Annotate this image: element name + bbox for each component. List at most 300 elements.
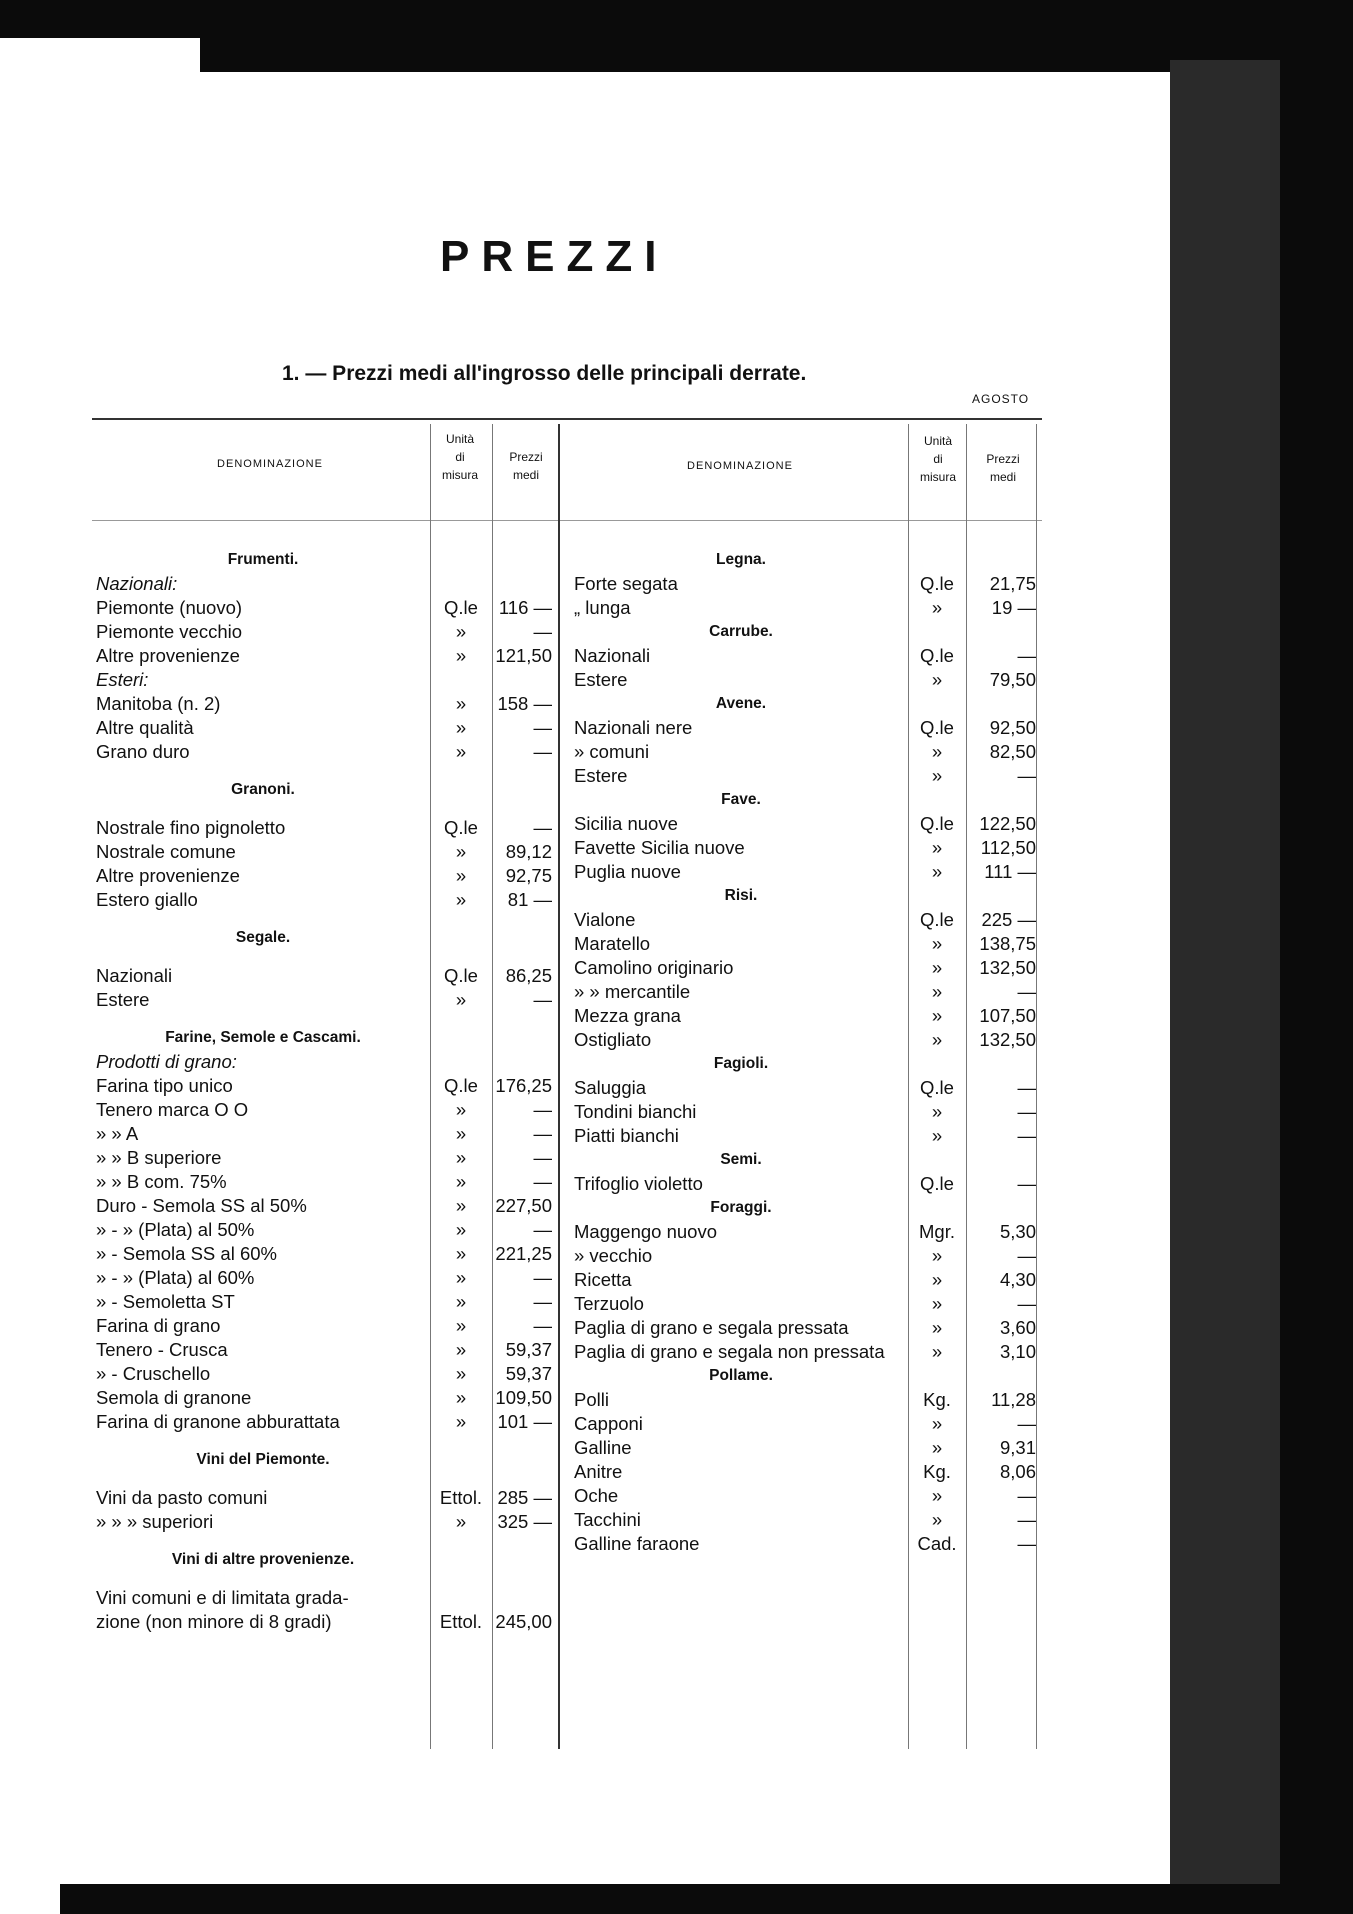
item-name: Piemonte (nuovo) <box>96 597 243 618</box>
unit-cell: » <box>931 837 943 858</box>
item-name: Farina di grano <box>96 1315 221 1336</box>
table-row <box>96 840 558 864</box>
unit-cell: » <box>931 1029 943 1050</box>
item-name: Saluggia <box>574 1077 647 1098</box>
table-row <box>96 644 558 668</box>
section-heading: Fave. <box>721 791 761 808</box>
price-cell: — <box>1017 765 1036 786</box>
price-cell: 86,25 <box>505 965 552 986</box>
row-spacer <box>96 802 558 816</box>
item-name: Altre qualità <box>96 717 194 738</box>
table-row <box>96 1290 558 1314</box>
price-cell: — <box>533 817 552 838</box>
row-spacer <box>96 1534 558 1548</box>
table-row <box>96 1218 558 1242</box>
right-column <box>574 548 1042 1556</box>
price-cell: — <box>1017 981 1036 1002</box>
table-row <box>574 740 1042 764</box>
section-heading: Segale. <box>235 929 291 946</box>
table-row <box>96 716 558 740</box>
item-name: Maggengo nuovo <box>574 1221 717 1242</box>
unit-cell: Q.le <box>920 573 954 594</box>
table-row <box>96 1170 558 1194</box>
price-cell: 225 — <box>981 909 1036 930</box>
unit-cell: » <box>931 1101 943 1122</box>
unit-cell: » <box>455 717 467 738</box>
table-row <box>96 1610 558 1634</box>
unit-cell: » <box>455 1171 467 1192</box>
table-row <box>574 1340 1042 1364</box>
table-row <box>574 956 1042 980</box>
item-name: Nazionali <box>96 965 173 986</box>
header-unit-line: misura <box>441 468 478 482</box>
item-name: Paglia di grano e segala pressata <box>574 1317 849 1338</box>
table-row <box>96 1146 558 1170</box>
unit-cell: » <box>455 1363 467 1384</box>
item-name: » » B superiore <box>96 1147 222 1168</box>
unit-cell: » <box>931 981 943 1002</box>
unit-cell: Kg. <box>923 1389 951 1410</box>
unit-cell: Cad. <box>917 1533 957 1554</box>
price-cell: — <box>1017 1293 1036 1314</box>
item-name: Capponi <box>574 1413 643 1434</box>
price-cell: 89,12 <box>505 841 552 862</box>
price-cell: 176,25 <box>495 1075 552 1096</box>
item-name: Terzuolo <box>574 1293 644 1314</box>
item-name: Galline faraone <box>574 1533 700 1554</box>
price-cell: 4,30 <box>999 1269 1036 1290</box>
row-spacer <box>96 1472 558 1486</box>
header-unit-right <box>908 432 968 486</box>
unit-cell: Q.le <box>920 717 954 738</box>
table-row <box>574 1004 1042 1028</box>
price-cell: — <box>1017 1485 1036 1506</box>
header-bottom-rule <box>92 520 1042 521</box>
scan-border-right-inner <box>1170 60 1280 1890</box>
unit-cell: Q.le <box>920 813 954 834</box>
item-name: Vialone <box>574 909 636 930</box>
price-cell: 81 — <box>507 889 552 910</box>
table-row <box>96 1074 558 1098</box>
unit-cell: » <box>931 1125 943 1146</box>
unit-cell: » <box>455 1387 467 1408</box>
unit-cell: » <box>931 765 943 786</box>
item-name: Trifoglio violetto <box>574 1173 703 1194</box>
section-heading: Fagioli. <box>713 1055 769 1072</box>
table-row <box>574 1436 1042 1460</box>
price-cell: 116 — <box>498 597 552 618</box>
unit-cell: Mgr. <box>919 1221 955 1242</box>
month-label: AGOSTO <box>972 392 1030 406</box>
table-caption: 1. — Prezzi medi all'ingrosso delle principali derrate. <box>282 362 807 385</box>
table-row <box>574 1388 1042 1412</box>
item-name: Altre provenienze <box>96 645 240 666</box>
section-heading: Pollame. <box>709 1367 773 1384</box>
table-row <box>574 860 1042 884</box>
item-name: » comuni <box>574 741 650 762</box>
price-cell: — <box>1017 1077 1036 1098</box>
unit-cell: » <box>931 597 943 618</box>
price-cell: 59,37 <box>505 1339 552 1360</box>
row-spacer <box>96 912 558 926</box>
unit-cell: » <box>455 1123 467 1144</box>
table-row <box>574 596 1042 620</box>
table-row <box>574 1244 1042 1268</box>
price-cell: — <box>533 717 552 738</box>
table-row <box>96 1362 558 1386</box>
table-row <box>96 692 558 716</box>
table-row <box>96 620 558 644</box>
unit-cell: » <box>931 741 943 762</box>
table-row <box>574 1412 1042 1436</box>
table-row <box>574 1316 1042 1340</box>
price-cell: 9,31 <box>999 1437 1036 1458</box>
item-name: Sicilia nuove <box>574 813 678 834</box>
price-cell: 121,50 <box>495 645 552 666</box>
table-row <box>574 716 1042 740</box>
table-row <box>574 836 1042 860</box>
price-cell: — <box>1017 1413 1036 1434</box>
price-cell: 285 — <box>497 1487 552 1508</box>
subsection-label: Nazionali: <box>96 573 178 594</box>
item-name: Vini da pasto comuni <box>96 1487 268 1508</box>
table-row <box>574 764 1042 788</box>
item-name: Favette Sicilia nuove <box>574 837 745 858</box>
price-cell: 158 — <box>497 693 552 714</box>
item-name: Semola di granone <box>96 1387 252 1408</box>
unit-cell: Q.le <box>444 597 478 618</box>
table-row <box>574 1100 1042 1124</box>
item-name: Forte segata <box>574 573 678 594</box>
unit-cell: » <box>455 1267 467 1288</box>
item-name: Duro - Semola SS al 50% <box>96 1195 307 1216</box>
item-name: Maratello <box>574 933 651 954</box>
price-cell: 21,75 <box>989 573 1036 594</box>
table-row <box>96 964 558 988</box>
item-name: Nazionali <box>574 645 651 666</box>
unit-cell: » <box>455 693 467 714</box>
item-name: Camolino originario <box>574 957 734 978</box>
row-spacer <box>96 1434 558 1448</box>
section-heading: Vini del Piemonte. <box>196 1451 330 1468</box>
row-spacer <box>96 950 558 964</box>
item-name: » - Semoletta ST <box>96 1291 235 1312</box>
table-row <box>574 812 1042 836</box>
unit-cell: » <box>455 1411 467 1432</box>
row-spacer <box>96 764 558 778</box>
item-name: Estere <box>574 765 628 786</box>
header-denominazione-left: DENOMINAZIONE <box>217 458 323 470</box>
table-row <box>574 908 1042 932</box>
unit-cell: » <box>455 841 467 862</box>
unit-cell: » <box>455 889 467 910</box>
header-unit-line: di <box>455 450 465 464</box>
table-row <box>96 1586 558 1610</box>
unit-cell: » <box>931 1269 943 1290</box>
item-name: Vini comuni e di limitata grada- <box>96 1587 349 1608</box>
item-name: Estere <box>96 989 150 1010</box>
scan-border-right <box>1278 0 1353 1914</box>
item-name: » vecchio <box>574 1245 653 1266</box>
unit-cell: Q.le <box>444 965 478 986</box>
price-cell: — <box>533 1147 552 1168</box>
item-name: Puglia nuove <box>574 861 681 882</box>
table-row <box>574 1076 1042 1100</box>
unit-cell: » <box>455 865 467 886</box>
table-row <box>574 668 1042 692</box>
price-cell: — <box>533 1315 552 1336</box>
price-cell: 11,28 <box>991 1389 1036 1410</box>
header-price-line: medi <box>512 468 539 482</box>
price-cell: 227,50 <box>495 1195 552 1216</box>
unit-cell: » <box>931 957 943 978</box>
item-name: Nostrale fino pignoletto <box>96 817 286 838</box>
price-cell: 82,50 <box>989 741 1036 762</box>
unit-cell: Q.le <box>920 1173 954 1194</box>
item-name: „ lunga <box>574 597 631 618</box>
unit-cell: » <box>455 1291 467 1312</box>
unit-cell: » <box>931 669 943 690</box>
unit-cell: » <box>931 1509 943 1530</box>
price-cell: — <box>1017 1101 1036 1122</box>
price-cell: 109,50 <box>495 1387 552 1408</box>
price-cell: 3,60 <box>999 1317 1036 1338</box>
item-name: zione (non minore di 8 gradi) <box>96 1611 332 1632</box>
table-row <box>96 1242 558 1266</box>
unit-cell: » <box>455 1219 467 1240</box>
item-name: Nazionali nere <box>574 717 693 738</box>
item-name: Farina tipo unico <box>96 1075 233 1096</box>
price-cell: — <box>533 1267 552 1288</box>
item-name: Grano duro <box>96 741 190 762</box>
header-price-left <box>494 448 558 484</box>
item-name: Ostigliato <box>574 1029 652 1050</box>
table-row <box>96 816 558 840</box>
price-cell: — <box>533 1099 552 1120</box>
table-row <box>574 1268 1042 1292</box>
item-name: » - » (Plata) al 60% <box>96 1267 255 1288</box>
table-row <box>96 596 558 620</box>
table-row <box>574 1460 1042 1484</box>
table-row <box>574 980 1042 1004</box>
item-name: Tenero - Crusca <box>96 1339 228 1360</box>
unit-cell: » <box>455 1099 467 1120</box>
unit-cell: » <box>931 1485 943 1506</box>
table-top-rule <box>92 418 1042 420</box>
table-row <box>96 1266 558 1290</box>
table-row <box>96 1098 558 1122</box>
price-cell: 132,50 <box>979 957 1036 978</box>
table-row <box>96 864 558 888</box>
price-cell: 8,06 <box>999 1461 1036 1482</box>
table-row <box>574 572 1042 596</box>
item-name: » - Semola SS al 60% <box>96 1243 277 1264</box>
table-row <box>574 932 1042 956</box>
subsection-label: Esteri: <box>96 669 149 690</box>
subsection-label: Prodotti di grano: <box>96 1051 237 1072</box>
unit-cell: » <box>931 1293 943 1314</box>
section-heading: Semi. <box>720 1151 762 1168</box>
header-unit-line: di <box>933 452 943 466</box>
price-cell: — <box>533 1219 552 1240</box>
price-cell: 19 — <box>991 597 1036 618</box>
unit-cell: Ettol. <box>439 1487 483 1508</box>
price-cell: — <box>533 1171 552 1192</box>
scan-border-bottom <box>60 1884 1353 1914</box>
item-name: Polli <box>574 1389 609 1410</box>
table-row <box>574 1532 1042 1556</box>
header-price-right <box>968 450 1038 486</box>
unit-cell: » <box>455 989 467 1010</box>
section-heading: Vini di altre provenienze. <box>171 1551 355 1568</box>
item-name: » » A <box>96 1123 139 1144</box>
header-unit-left <box>430 430 490 484</box>
price-cell: 101 — <box>497 1411 552 1432</box>
item-name: Tenero marca O O <box>96 1099 249 1120</box>
section-heading: Farine, Semole e Cascami. <box>165 1029 361 1046</box>
table-row <box>96 1386 558 1410</box>
section-heading: Foraggi. <box>710 1199 772 1216</box>
table-row <box>96 1486 558 1510</box>
price-cell: 3,10 <box>999 1341 1036 1362</box>
header-unit-line: misura <box>919 470 956 484</box>
price-cell: — <box>1017 1125 1036 1146</box>
unit-cell: Q.le <box>920 1077 954 1098</box>
unit-cell: Q.le <box>920 645 954 666</box>
price-cell: 245,00 <box>495 1611 552 1632</box>
item-name: » - Cruschello <box>96 1363 211 1384</box>
item-name: » » B com. 75% <box>96 1171 227 1192</box>
header-denominazione-right: DENOMINAZIONE <box>687 460 793 472</box>
table-row <box>574 1292 1042 1316</box>
header-price-line: Prezzi <box>986 452 1020 466</box>
item-name: Mezza grana <box>574 1005 681 1026</box>
section-heading: Legna. <box>716 551 766 568</box>
item-name: Farina di granone abburattata <box>96 1411 340 1432</box>
left-column <box>96 548 558 1634</box>
item-name: Piemonte vecchio <box>96 621 243 642</box>
unit-cell: » <box>931 1317 943 1338</box>
section-heading: Carrube. <box>709 623 773 640</box>
price-cell: — <box>1017 1533 1036 1554</box>
price-cell: 221,25 <box>495 1243 552 1264</box>
unit-cell: » <box>455 1243 467 1264</box>
item-name: Estere <box>574 669 628 690</box>
table-row <box>96 1194 558 1218</box>
price-cell: 92,50 <box>989 717 1036 738</box>
item-name: » - » (Plata) al 50% <box>96 1219 255 1240</box>
table-row <box>574 1172 1042 1196</box>
table-row <box>96 1510 558 1534</box>
item-name: Anitre <box>574 1461 623 1482</box>
table-row <box>574 1124 1042 1148</box>
unit-cell: » <box>455 1339 467 1360</box>
unit-cell: » <box>931 1341 943 1362</box>
row-spacer <box>96 1012 558 1026</box>
unit-cell: » <box>931 1005 943 1026</box>
header-price-line: Prezzi <box>509 450 543 464</box>
table-row <box>96 740 558 764</box>
unit-cell: Q.le <box>444 817 478 838</box>
unit-cell: Q.le <box>444 1075 478 1096</box>
price-cell: 122,50 <box>979 813 1036 834</box>
page-title: PREZZI <box>440 232 669 281</box>
unit-cell: » <box>455 621 467 642</box>
table-row <box>96 1314 558 1338</box>
price-cell: 92,75 <box>505 865 552 886</box>
price-cell: — <box>533 621 552 642</box>
item-name: Altre provenienze <box>96 865 240 886</box>
item-name: » » mercantile <box>574 981 691 1002</box>
row-spacer <box>96 1572 558 1586</box>
price-cell: — <box>533 1123 552 1144</box>
price-cell: 325 — <box>497 1511 552 1532</box>
unit-cell: » <box>455 1195 467 1216</box>
price-cell: — <box>1017 1509 1036 1530</box>
table-row <box>574 1508 1042 1532</box>
unit-cell: Ettol. <box>439 1611 483 1632</box>
section-heading: Risi. <box>724 887 758 904</box>
price-cell: 5,30 <box>999 1221 1036 1242</box>
item-name: Galline <box>574 1437 632 1458</box>
price-cell: 107,50 <box>979 1005 1036 1026</box>
price-cell: — <box>533 741 552 762</box>
price-cell: 138,75 <box>979 933 1036 954</box>
table-row <box>574 1028 1042 1052</box>
table-row <box>574 1220 1042 1244</box>
unit-cell: » <box>931 1437 943 1458</box>
table-row <box>96 1410 558 1434</box>
price-cell: 132,50 <box>979 1029 1036 1050</box>
unit-cell: » <box>931 1413 943 1434</box>
price-cell: — <box>533 989 552 1010</box>
unit-cell: » <box>455 1315 467 1336</box>
item-name: Ricetta <box>574 1269 632 1290</box>
table-row <box>96 1338 558 1362</box>
item-name: Oche <box>574 1485 619 1506</box>
price-cell: 111 — <box>984 861 1036 882</box>
header-unit-line: Unità <box>445 432 474 446</box>
header-price-line: medi <box>989 470 1016 484</box>
price-cell: — <box>1017 645 1036 666</box>
section-heading: Frumenti. <box>227 551 299 568</box>
unit-cell: » <box>455 741 467 762</box>
price-cell: 79,50 <box>989 669 1036 690</box>
price-cell: — <box>1017 1173 1036 1194</box>
table-row <box>574 1484 1042 1508</box>
item-name: Nostrale comune <box>96 841 236 862</box>
section-heading: Avene. <box>715 695 767 712</box>
item-name: Paglia di grano e segala non pressata <box>574 1341 885 1362</box>
table-row <box>96 1122 558 1146</box>
item-name: Estero giallo <box>96 889 198 910</box>
header-unit-line: Unità <box>923 434 952 448</box>
unit-cell: » <box>931 933 943 954</box>
unit-cell: » <box>455 645 467 666</box>
unit-cell: » <box>455 1147 467 1168</box>
unit-cell: » <box>931 861 943 882</box>
table-row <box>96 888 558 912</box>
item-name: » » » superiori <box>96 1511 214 1532</box>
unit-cell: Q.le <box>920 909 954 930</box>
item-name: Manitoba (n. 2) <box>96 693 221 714</box>
price-cell: — <box>1017 1245 1036 1266</box>
section-heading: Granoni. <box>231 781 295 798</box>
item-name: Tondini bianchi <box>574 1101 697 1122</box>
item-name: Tacchini <box>574 1509 641 1530</box>
price-cell: 59,37 <box>505 1363 552 1384</box>
unit-cell: » <box>455 1511 467 1532</box>
